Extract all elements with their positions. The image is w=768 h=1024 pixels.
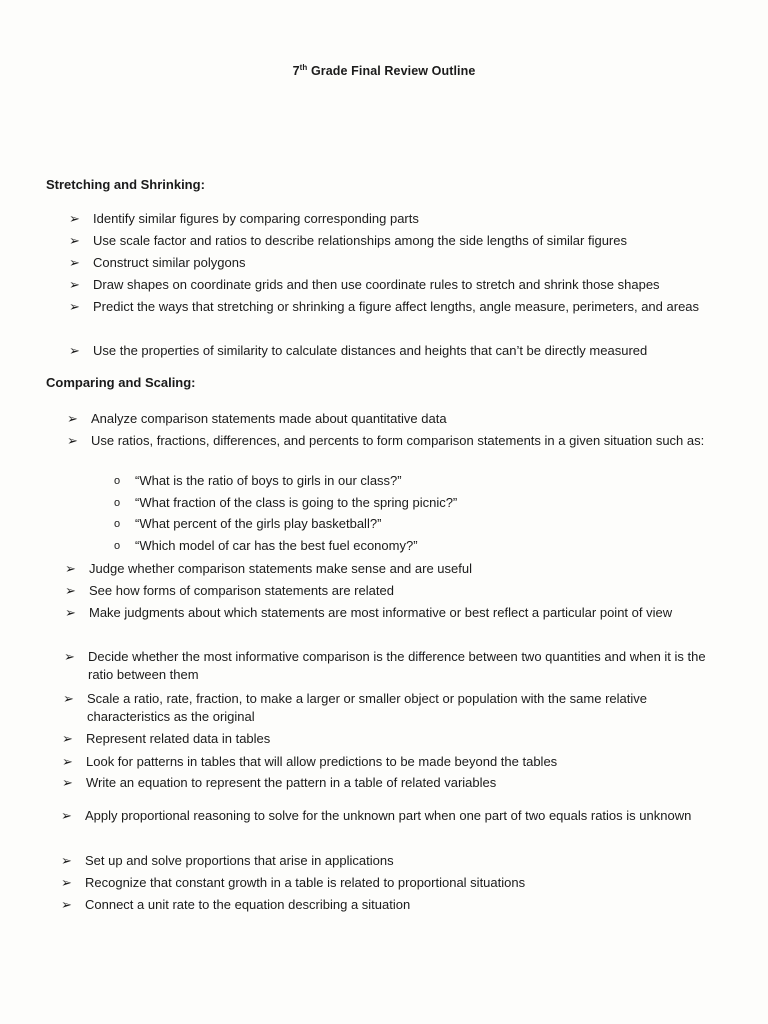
list-item-text: “Which model of car has the best fuel economy?” bbox=[135, 538, 418, 553]
arrow-bullet-icon: ➢ bbox=[62, 775, 73, 790]
list-item-text: Scale a ratio, rate, fraction, to make a larger or smaller object or population with the same relative characteristics as the original bbox=[87, 691, 647, 724]
list-item bbox=[63, 690, 707, 726]
list-item-text: “What is the ratio of boys to girls in our class?” bbox=[135, 473, 402, 488]
list-item bbox=[62, 730, 706, 748]
list-item bbox=[62, 774, 706, 792]
arrow-bullet-icon: ➢ bbox=[61, 897, 72, 912]
section-heading-stretching-shrinking: Stretching and Shrinking: bbox=[46, 177, 205, 192]
title-text: Grade Final Review Outline bbox=[307, 64, 476, 78]
list-item-text: Use ratios, fractions, differences, and percents to form comparison statements in a given situation such as: bbox=[91, 433, 705, 448]
list-item-text: Make judgments about which statements are most informative or best reflect a particular point of view bbox=[89, 605, 673, 620]
list-item-text: Connect a unit rate to the equation describing a situation bbox=[85, 897, 411, 912]
list-item bbox=[114, 515, 695, 533]
list-item bbox=[64, 648, 728, 684]
list-item-text: “What percent of the girls play basketball?” bbox=[135, 516, 382, 531]
title-grade-number: 7 bbox=[292, 64, 300, 78]
list-item bbox=[61, 874, 705, 892]
arrow-bullet-icon: ➢ bbox=[69, 299, 80, 314]
list-item-text: Set up and solve proportions that arise in applications bbox=[85, 853, 394, 868]
arrow-bullet-icon: ➢ bbox=[65, 605, 76, 620]
arrow-bullet-icon: ➢ bbox=[61, 808, 72, 823]
arrow-bullet-icon: ➢ bbox=[69, 233, 80, 248]
arrow-bullet-icon: ➢ bbox=[61, 875, 72, 890]
list-item bbox=[69, 210, 713, 228]
list-item-text: Write an equation to represent the pattern in a table of related variables bbox=[86, 775, 497, 790]
list-item bbox=[69, 276, 713, 294]
list-item-text: See how forms of comparison statements are related bbox=[89, 583, 394, 598]
arrow-bullet-icon: ➢ bbox=[63, 691, 74, 706]
circle-bullet-icon: o bbox=[114, 518, 121, 530]
list-item bbox=[69, 254, 713, 272]
list-item-text: Analyze comparison statements made about quantitative data bbox=[91, 411, 447, 426]
list-item-text: Use the properties of similarity to calculate distances and heights that can’t be directly measured bbox=[93, 343, 648, 358]
list-item-text: Identify similar figures by comparing corresponding parts bbox=[93, 211, 419, 226]
list-item bbox=[114, 472, 695, 490]
list-item-text: “What fraction of the class is going to the spring picnic?” bbox=[135, 495, 458, 510]
circle-bullet-icon: o bbox=[114, 540, 121, 552]
arrow-bullet-icon: ➢ bbox=[62, 731, 73, 746]
list-item-text: Look for patterns in tables that will allow predictions to be made beyond the tables bbox=[86, 754, 558, 769]
list-item bbox=[69, 298, 713, 316]
list-item bbox=[65, 560, 709, 578]
list-item bbox=[62, 753, 706, 771]
arrow-bullet-icon: ➢ bbox=[67, 411, 78, 426]
circle-bullet-icon: o bbox=[114, 475, 121, 487]
list-item bbox=[69, 232, 713, 250]
list-item bbox=[65, 582, 709, 600]
list-item bbox=[65, 604, 709, 622]
arrow-bullet-icon: ➢ bbox=[61, 853, 72, 868]
list-item-text: Predict the ways that stretching or shrinking a figure affect lengths, angle measure, perimeters, and areas bbox=[93, 299, 700, 314]
list-item bbox=[67, 432, 731, 450]
list-item bbox=[61, 852, 705, 870]
arrow-bullet-icon: ➢ bbox=[64, 649, 75, 664]
list-item-text: Apply proportional reasoning to solve for the unknown part when one part of two equals ratios is unknown bbox=[85, 808, 692, 823]
arrow-bullet-icon: ➢ bbox=[69, 211, 80, 226]
list-item bbox=[61, 896, 705, 914]
title-superscript: th bbox=[299, 62, 308, 72]
list-item bbox=[114, 537, 695, 555]
list-item bbox=[67, 410, 731, 428]
list-item-text: Decide whether the most informative comparison is the difference between two quantities and when it is the ratio between them bbox=[88, 649, 706, 682]
list-item-text: Use scale factor and ratios to describe relationships among the side lengths of similar figures bbox=[93, 233, 627, 248]
section-heading-comparing-scaling: Comparing and Scaling: bbox=[46, 375, 196, 390]
arrow-bullet-icon: ➢ bbox=[69, 277, 80, 292]
arrow-bullet-icon: ➢ bbox=[65, 561, 76, 576]
list-item bbox=[61, 807, 705, 825]
arrow-bullet-icon: ➢ bbox=[67, 433, 78, 448]
list-item bbox=[69, 342, 713, 360]
list-item-text: Draw shapes on coordinate grids and then use coordinate rules to stretch and shrink those shapes bbox=[93, 277, 660, 292]
list-item-text: Construct similar polygons bbox=[93, 255, 246, 270]
list-item bbox=[114, 494, 695, 512]
list-item-text: Represent related data in tables bbox=[86, 731, 271, 746]
arrow-bullet-icon: ➢ bbox=[65, 583, 76, 598]
page-title bbox=[0, 64, 768, 78]
list-item-text: Judge whether comparison statements make sense and are useful bbox=[89, 561, 472, 576]
arrow-bullet-icon: ➢ bbox=[69, 343, 80, 358]
arrow-bullet-icon: ➢ bbox=[69, 255, 80, 270]
list-item-text: Recognize that constant growth in a table is related to proportional situations bbox=[85, 875, 526, 890]
circle-bullet-icon: o bbox=[114, 497, 121, 509]
arrow-bullet-icon: ➢ bbox=[62, 754, 73, 769]
